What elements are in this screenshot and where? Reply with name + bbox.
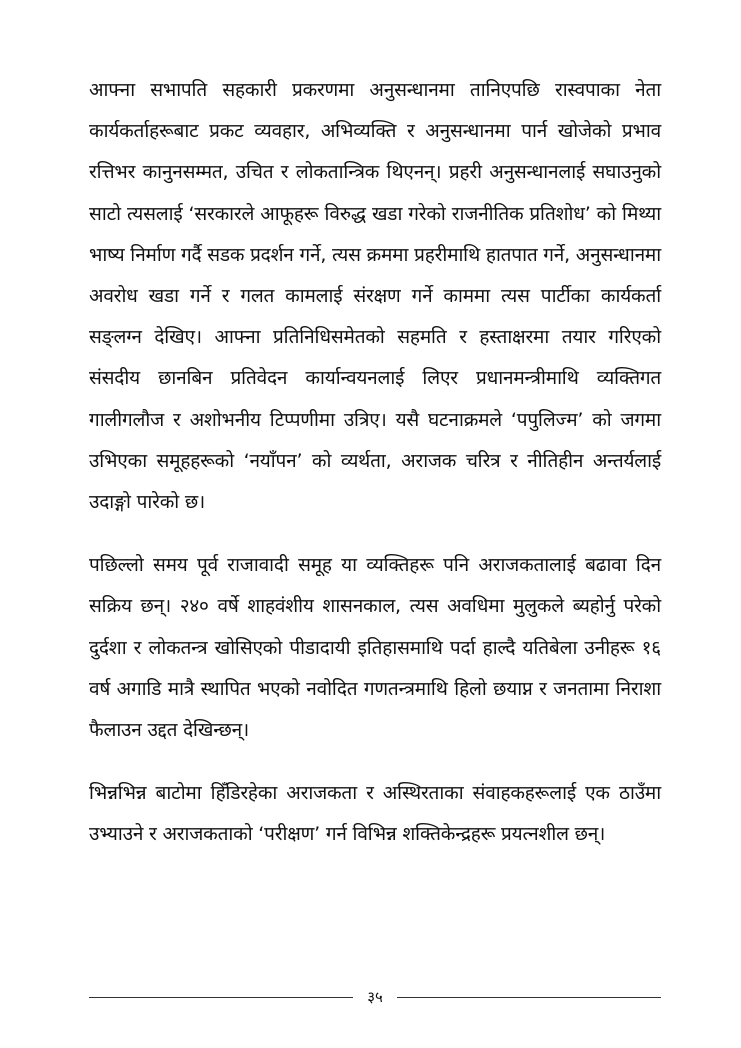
paragraph-1: आफ्ना सभापति सहकारी प्रकरणमा अनुसन्धानमा तानिएपछि रास्वपाका नेता कार्यकर्ताहरूबाट प्रकट व्यवहार, अभिव्यक्ति र अनुसन्धानमा पार्न खोजेको प्रभाव रत्तिभर कानुनसम्मत, उचित र लोकतान्त्रिक थिएनन्। प्रहरी अनुसन्धानलाई सघाउनुको साटो त्यसलाई ‘सरकारले आफूहरू विरुद्ध खडा गरेको राजनीतिक प्रतिशोध’ को मिथ्या भाष्य निर्माण गर्दै सडक प्रदर्शन गर्ने, त्यस क्रममा प्रहरीमाथि हातपात गर्ने, अनुसन्धानमा अवरोध खडा गर्ने र गलत कामलाई संरक्षण गर्ने काममा त्यस पार्टीका कार्यकर्ता सङ्लग्न देखिए। आफ्ना प्रतिनिधिसमेतको सहमति र हस्ताक्षरमा तयार गरिएको संसदीय छानबिन प्रतिवेदन कार्यान्वयनलाई लिएर प्रधानमन्त्रीमाथि व्यक्तिगत गालीगलौज र अशोभनीय टिप्पणीमा उत्रिए। यसै घटनाक्रमले ‘पपुलिज्म’ को जगमा उभिएका समूहहरूको ‘नयाँपन’ को व्यर्थता, अराजक चरित्र र नीतिहीन अन्तर्यलाई उदाङ्गो पारेको छ।	[89, 79, 662, 514]
paragraph-3: भिन्नभिन्न बाटोमा हिँडिरहेका अराजकता र अस्थिरताका संवाहकहरूलाई एक ठाउँमा उभ्याउने र अराजकताको ‘परीक्षण’ गर्न विभिन्न शक्तिकेन्द्रहरू प्रयत्नशील छन्।	[89, 782, 661, 846]
page-number: ३५	[367, 988, 383, 1006]
page-footer	[89, 982, 661, 1012]
document-body	[89, 70, 661, 856]
footer-rule-left	[89, 997, 353, 998]
footer-rule-right	[397, 997, 661, 998]
paragraph-2: पछिल्लो समय पूर्व राजावादी समूह या व्यक्तिहरू पनि अराजकतालाई बढावा दिन सक्रिय छन्। २४० वर्षे शाहवंशीय शासनकाल, त्यस अवधिमा मुलुकले ब्यहोर्नु परेको दुर्दशा र लोकतन्त्र खोसिएको पीडादायी इतिहासमाथि पर्दा हाल्दै यतिबेला उनीहरू १६ वर्ष अगाडि मात्रै स्थापित भएको नवोदित गणतन्त्रमाथि हिलो छयाप्न र जनतामा निराशा फैलाउन उद्दत देखिन्छन्।	[89, 554, 661, 742]
